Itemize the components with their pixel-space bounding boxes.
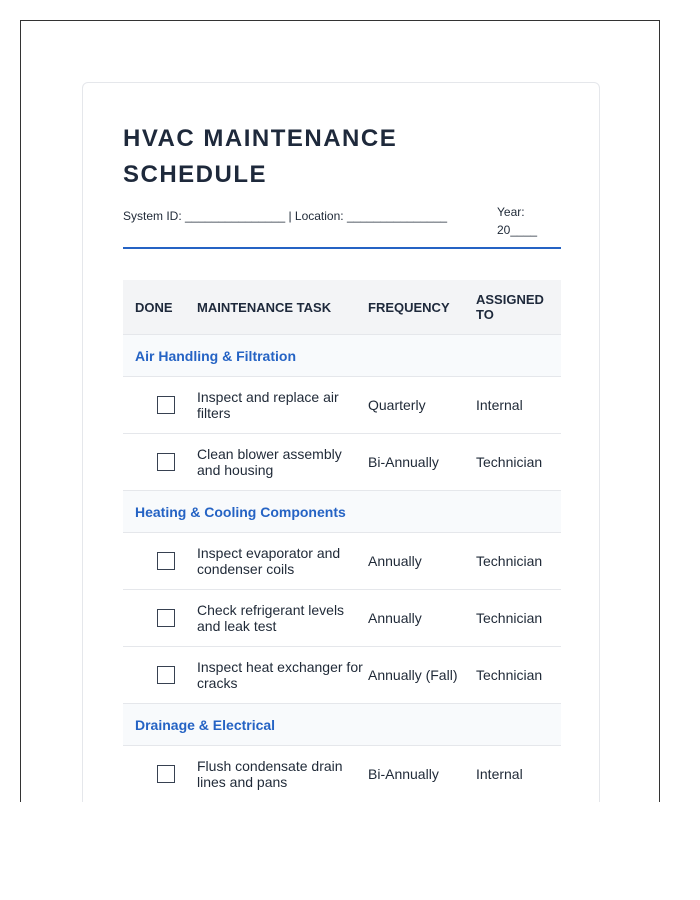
table-row	[123, 377, 561, 434]
table-row	[123, 746, 561, 802]
column-header-task: MAINTENANCE TASK	[197, 299, 332, 315]
done-checkbox[interactable]	[157, 666, 175, 684]
task-cell: Flush condensate drain lines and pans	[197, 758, 343, 790]
column-header-frequency: FREQUENCY	[368, 299, 450, 315]
assigned-cell: Technician	[476, 610, 543, 626]
section-header: Drainage & Electrical	[123, 704, 561, 746]
frequency-cell: Annually	[368, 610, 422, 626]
assigned-cell: Technician	[476, 454, 543, 470]
year-label: Year:	[497, 205, 525, 219]
frequency-cell: Bi-Annually	[368, 454, 439, 470]
done-checkbox[interactable]	[157, 765, 175, 783]
year-field	[497, 203, 537, 239]
table-row	[123, 590, 561, 647]
column-header-assigned: ASSIGNED TO	[476, 292, 544, 322]
section-header: Heating & Cooling Components	[123, 491, 561, 533]
task-cell: Check refrigerant levels and leak test	[197, 602, 345, 634]
year-value: 20____	[497, 223, 538, 237]
done-checkbox[interactable]	[157, 609, 175, 627]
task-cell: Inspect and replace air filters	[197, 389, 339, 421]
column-header-done: DONE	[135, 299, 173, 315]
done-checkbox[interactable]	[157, 552, 175, 570]
task-cell: Clean blower assembly and housing	[197, 446, 342, 478]
system-location-line: System ID: _______________ | Location: _______________	[123, 209, 448, 223]
assigned-cell: Technician	[476, 553, 543, 569]
done-checkbox[interactable]	[157, 396, 175, 414]
title-divider	[123, 247, 561, 249]
assigned-cell: Technician	[476, 667, 543, 683]
page-frame	[20, 20, 660, 802]
section-header: Air Handling & Filtration	[123, 335, 561, 377]
table-row	[123, 533, 561, 590]
page-title: HVAC MAINTENANCE SCHEDULE	[123, 125, 398, 188]
frequency-cell: Bi-Annually	[368, 766, 439, 782]
table-header	[123, 280, 561, 335]
task-cell: Inspect evaporator and condenser coils	[197, 545, 341, 577]
task-cell: Inspect heat exchanger for cracks	[197, 659, 363, 691]
assigned-cell: Internal	[476, 397, 523, 413]
frequency-cell: Quarterly	[368, 397, 426, 413]
table-row	[123, 647, 561, 704]
frequency-cell: Annually	[368, 553, 422, 569]
maintenance-table	[123, 280, 561, 802]
schedule-card	[82, 82, 600, 802]
assigned-cell: Internal	[476, 766, 523, 782]
frequency-cell: Annually (Fall)	[368, 667, 458, 683]
done-checkbox[interactable]	[157, 453, 175, 471]
table-row	[123, 434, 561, 491]
